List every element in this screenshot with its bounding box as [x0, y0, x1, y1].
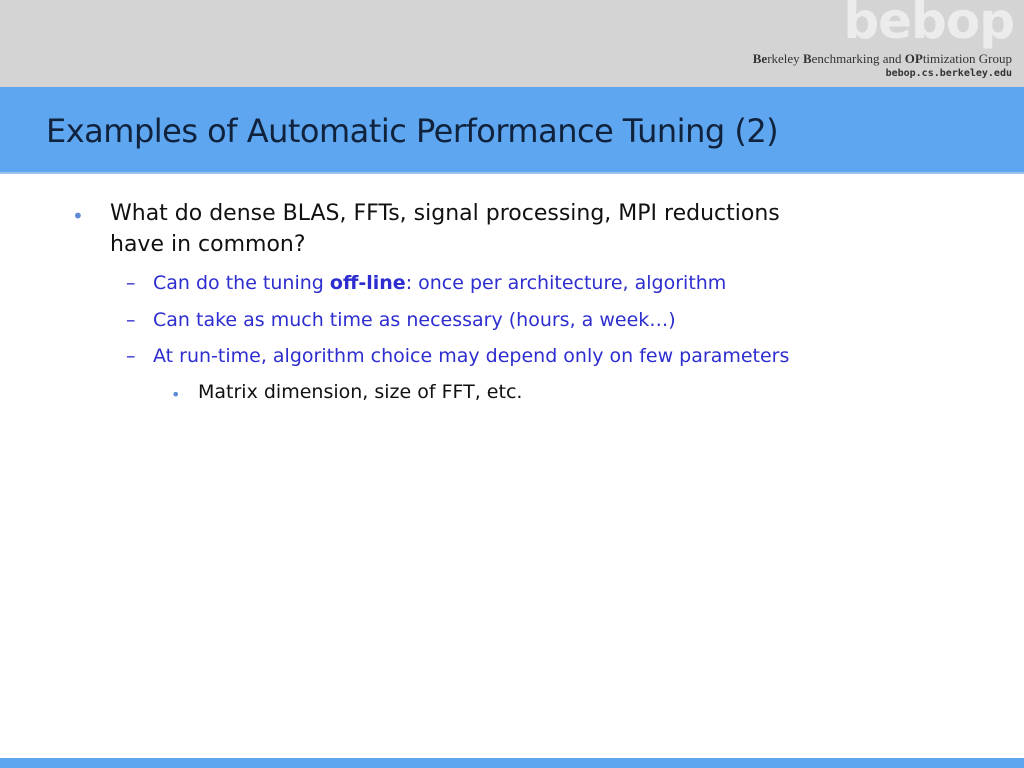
sub-bullet-1 — [153, 272, 726, 294]
group-name-timization: timization Group — [922, 51, 1012, 66]
footer-band — [0, 758, 1024, 768]
sub-bullet-1-bold: off-line — [329, 272, 406, 294]
subsub-bullet-1: Matrix dimension, size of FFT, etc. — [198, 381, 523, 403]
bebop-logo: bebop — [843, 0, 1014, 50]
group-name — [753, 51, 1012, 67]
bullet-1-line-1: What do dense BLAS, FFTs, signal processing, MPI reductions — [110, 201, 780, 226]
sub-marker-1: – — [126, 272, 136, 294]
title-divider — [0, 172, 1024, 174]
bullet-1-line-2: have in common? — [110, 232, 306, 257]
sub-bullet-1-after: : once per architecture, algorithm — [405, 272, 727, 294]
sub-bullet-2: Can take as much time as necessary (hours, a week…) — [153, 309, 676, 331]
sub-bullet-1-before: Can do the tuning — [153, 272, 330, 294]
sub-marker-2: – — [126, 309, 136, 331]
header-band — [0, 0, 1024, 87]
group-name-b: B — [802, 51, 812, 66]
group-name-be: Be — [752, 51, 768, 66]
group-url: bebop.cs.berkeley.edu — [885, 68, 1012, 79]
sub-marker-3: – — [126, 345, 136, 367]
group-name-op: OP — [904, 51, 923, 66]
bullet-1-text — [110, 198, 780, 260]
subsub-marker-1: • — [171, 385, 181, 404]
slide-title: Examples of Automatic Performance Tuning (2) — [46, 112, 779, 150]
bullet-marker-1: • — [72, 204, 84, 228]
sub-bullet-3: At run-time, algorithm choice may depend only on few parameters — [153, 345, 790, 367]
group-name-enchmarking: enchmarking and — [811, 51, 905, 66]
group-name-rkeley: rkeley — [767, 51, 803, 66]
